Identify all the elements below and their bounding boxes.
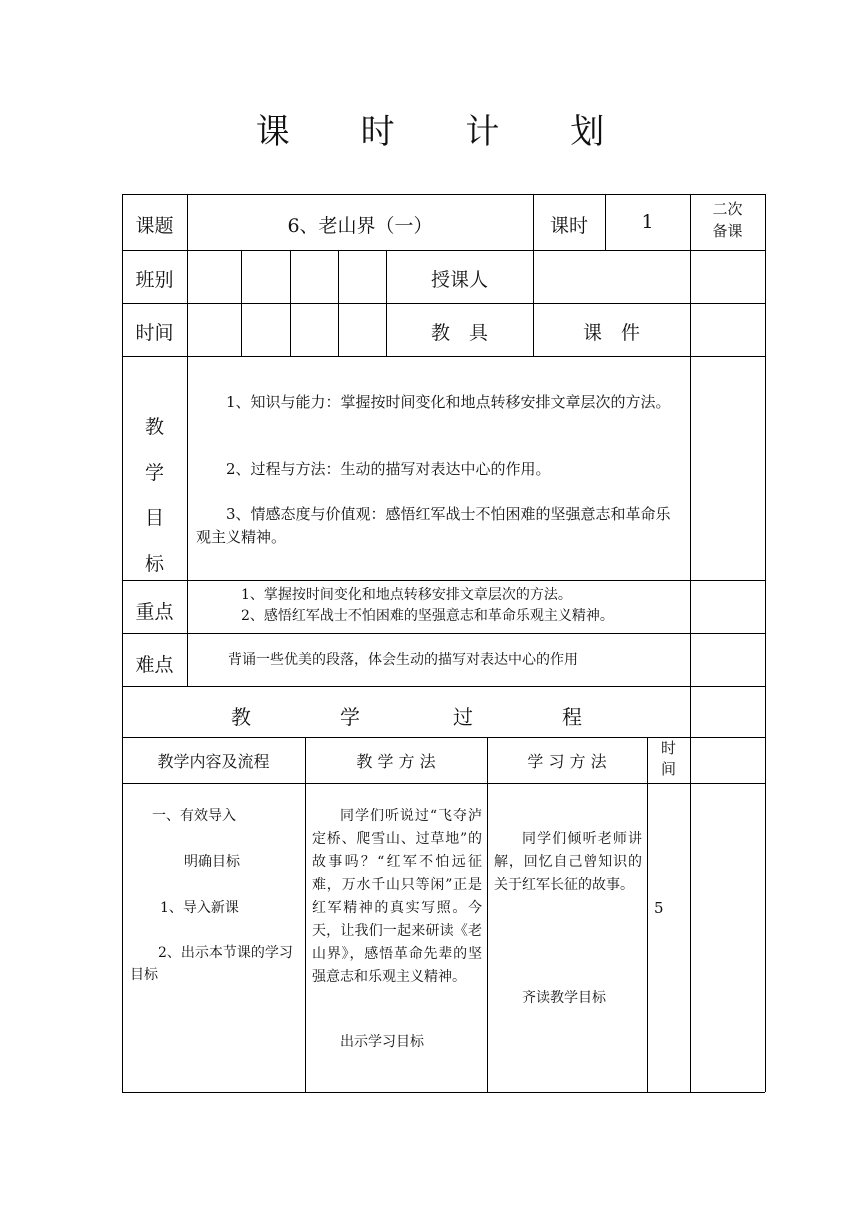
courseware-label: 课 件 [582, 322, 640, 344]
difficulties-label: 难点 [135, 654, 174, 676]
periods-value: 1 [641, 211, 654, 233]
page-title: 课 时 计 划 [255, 112, 635, 152]
topic-label: 课题 [135, 215, 174, 237]
class-label: 班别 [135, 269, 174, 291]
process-step: 2、出示本节课的学习目标 [130, 945, 293, 983]
column-header-content: 教学内容及流程 [157, 752, 270, 771]
process-step: 1、导入新课 [160, 900, 239, 916]
objective-item: 2、过程与方法：生动的描写对表达中心的作用。 [226, 460, 551, 478]
objective-item: 1、知识与能力：掌握按时间变化和地点转移安排文章层次的方法。 [226, 393, 671, 411]
column-header-time: 时 间 [660, 739, 676, 778]
second-prep-label: 二次 备课 [712, 200, 743, 240]
learning-method-text: 同学们倾听老师讲解，回忆自己曾知识的关于红军长征的故事。 [494, 831, 642, 893]
key-point-item: 1、掌握按时间变化和地点转移安排文章层次的方法。 [241, 587, 572, 603]
teacher-label: 授课人 [430, 269, 488, 291]
key-point-item: 2、感悟红军战士不怕困难的坚强意志和革命乐观主义精神。 [241, 608, 614, 624]
teaching-method-note: 出示学习目标 [340, 1034, 424, 1050]
column-header-teaching: 教 学 方 法 [356, 752, 436, 771]
column-header-learning: 学 习 方 法 [527, 752, 607, 771]
teaching-aids-label: 教 具 [430, 322, 488, 344]
process-step: 明确目标 [184, 854, 240, 870]
teaching-method-text: 同学们听说过“飞夺泸定桥、爬雪山、过草地”的故事吗？“红军不怕远征难，万水千山只等闲”正是红军精神的真实写照。今天，让我们一起来研读《老山界》，感悟革命先辈的坚强意志和乐观主义精神。 [312, 808, 482, 985]
difficulties-text: 背诵一些优美的段落，体会生动的描写对表达中心的作用 [228, 652, 578, 668]
learning-method-note: 齐读教学目标 [522, 990, 606, 1006]
lesson-topic: 6、老山界（一） [287, 215, 433, 237]
time-label: 时间 [135, 322, 174, 344]
key-points-label: 重点 [135, 601, 174, 623]
time-minutes: 5 [654, 899, 664, 917]
process-step: 一、有效导入 [152, 808, 236, 824]
objective-item: 3、情感态度与价值观：感悟红军战士不怕困难的坚强意志和革命乐观主义精神。 [196, 505, 671, 546]
periods-label: 课时 [549, 215, 588, 237]
